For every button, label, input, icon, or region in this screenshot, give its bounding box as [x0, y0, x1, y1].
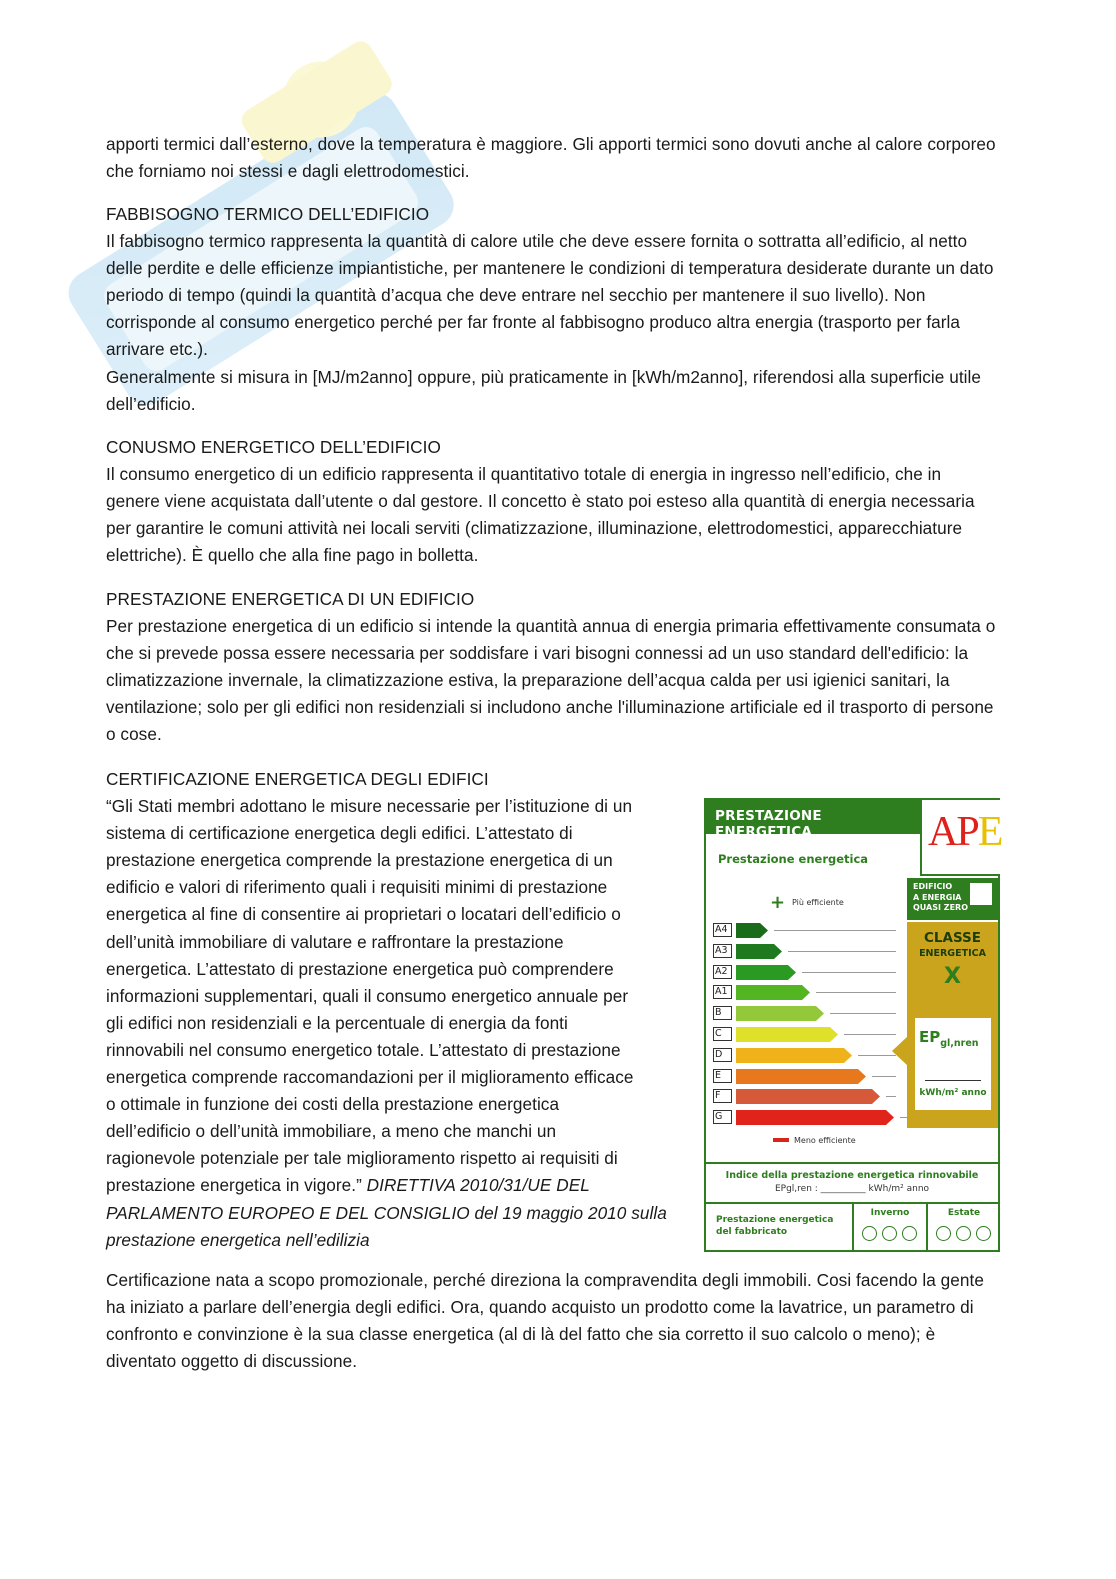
quote-line: o ottimale in funzione dei costi della prestazione energetica: [106, 1094, 560, 1115]
class-guide-line: [830, 1013, 896, 1014]
class-guide-line: [802, 972, 896, 973]
section-heading: CONUSMO ENERGETICO DELL’EDIFICIO: [106, 437, 441, 457]
section-certificazione: [106, 766, 706, 1254]
meno-efficiente: Meno efficiente: [794, 1136, 856, 1145]
quote-end: prestazione energetica in vigore.”: [106, 1175, 362, 1196]
classe-energetica-panel: [907, 922, 998, 1128]
renewable-title: Indice della prestazione energetica rinnovabile: [725, 1170, 979, 1181]
piu-efficiente: Più efficiente: [792, 898, 844, 907]
ep-label: [919, 1028, 979, 1049]
section-fabbisogno: [106, 201, 996, 418]
quote-line: prestazione energetica comprende la prestazione energetica di un: [106, 850, 613, 871]
citation-line: prestazione energetica nell’edilizia: [106, 1229, 370, 1250]
classe-subtitle: ENERGETICA: [919, 948, 986, 959]
class-guide-line: [844, 1034, 896, 1035]
section-paragraph: Il consumo energetico di un edificio rappresenta il quantitativo totale di energia in ingresso nell’edificio, che in genere viene acquistata dall’utente o dal gestore. Il concetto è stato poi esteso alla quantità di energia necessaria per garantire le comuni attività nei locali serviti (climatizzazione, illuminazione, elettrodomestici, apparecchiature elettriche). È quello che alla fine pago in bolletta.: [106, 464, 975, 566]
section-paragraph: Generalmente si misura in [MJ/m2anno] oppure, più praticamente in [kWh/m2anno], riferendosi alla superficie utile dell’edificio.: [106, 366, 981, 414]
class-label-b: B: [713, 1006, 732, 1020]
intro-paragraph: apporti termici dall’esterno, dove la temperatura è maggiore. Gli apporti termici sono dovuti anche al calore corporeo che forniamo noi stessi e dagli elettrodomestici.: [106, 134, 996, 182]
quote-line: energetica comprende raccomandazioni per il miglioramento efficace: [106, 1067, 634, 1088]
section-consumo: [106, 434, 996, 569]
quote-line: ragionevole potenziale per tale miglioramento rispetto ai requisiti di: [106, 1148, 618, 1169]
ep-value-line: [925, 1080, 981, 1081]
class-guide-line: [816, 992, 896, 993]
class-guide-line: [900, 1117, 910, 1118]
class-bar-e: [736, 1069, 866, 1084]
smiley-icon: [936, 1226, 951, 1241]
citation: DIRETTIVA 2010/31/UE DEL: [366, 1175, 590, 1196]
ape-logo-p: P: [956, 809, 978, 855]
class-label-a4: A4: [713, 923, 732, 937]
class-label-f: F: [713, 1089, 732, 1103]
inverno-label: Inverno: [870, 1208, 910, 1218]
ape-logo: [920, 800, 1000, 876]
inverno-cell: [852, 1204, 926, 1250]
class-pointer-icon: [892, 1036, 908, 1066]
quote-line: gli edifici non residenziali e la percentuale di energia da fonti: [106, 1012, 568, 1033]
class-label-a3: A3: [713, 944, 732, 958]
section-paragraph: Per prestazione energetica di un edificio si intende la quantità annua di energia primaria effettivamente consumata o che si prevede possa essere necessaria per soddisfare i vari bisogni connessi ad un uso standard dell'edificio: la climatizzazione invernale, la climatizzazione estiva, la preparazione dell’acqua calda per usi igienici sanitari, la ventilazione; solo per gli edifici non residenziali si includono anche l'illuminazione artificiale ed il trasporto di persone o cose.: [106, 616, 996, 745]
quote-line: informazioni supplementari, quali il consumo energetico annuale per: [106, 985, 629, 1006]
ape-subtitle: Prestazione energetica: [718, 852, 869, 866]
class-bar-a1: [736, 985, 810, 1000]
ape-logo-e: E: [977, 809, 1002, 855]
ape-header-bar: [706, 800, 920, 840]
class-guide-line: [886, 1096, 896, 1097]
section-heading: PRESTAZIONE ENERGETICA DI UN EDIFICIO: [106, 589, 475, 609]
ep-unit: kWh/m² anno: [919, 1088, 987, 1098]
citation-line: PARLAMENTO EUROPEO E DEL CONSIGLIO del 19 maggio 2010 sulla: [106, 1202, 667, 1223]
quote-line: edificio e valori di riferimento quali i requisiti minimi di prestazione: [106, 877, 608, 898]
smiley-icon: [976, 1226, 991, 1241]
quote-line: rinnovabili nel consumo energetico totale. L’attestato di prestazione: [106, 1039, 621, 1060]
class-label-e: E: [713, 1069, 732, 1083]
class-bar-a2: [736, 965, 796, 980]
section-prestazione: [106, 586, 996, 749]
quote-line: dell’unità immobiliare di valutare e raffrontare la prestazione: [106, 931, 564, 952]
classe-title: CLASSE: [923, 930, 982, 946]
class-bar-d: [736, 1048, 852, 1063]
quote-line: “Gli Stati membri adottano le misure necessarie per l’istituzione di un: [106, 796, 633, 817]
section-heading: CERTIFICAZIONE ENERGETICA DEGLI EDIFICI: [106, 769, 489, 789]
closing-paragraph: Certificazione nata a scopo promozionale, perché direziona la compravendita degli immobili. Cosi facendo la gente ha iniziato a parlare dell’energia degli edifici. Ora, quando acquisto un prodotto come la lavatrice, un parametro di confronto e convinzione è la sua classe energetica (al di là del fatto che sia corretto il suo calcolo o meno); è diventato oggetto di discussione.: [106, 1270, 984, 1372]
nzeb-box: [907, 878, 998, 920]
class-guide-line: [788, 951, 896, 952]
quote-line: [106, 1172, 706, 1199]
ep-box: [915, 1018, 991, 1110]
fabbricato-label: [716, 1214, 833, 1238]
ep-main: EP: [919, 1028, 941, 1046]
smiley-icon: [902, 1226, 917, 1241]
ape-logo-text: [928, 808, 1001, 856]
section-paragraph: Il fabbisogno termico rappresenta la quantità di calore utile che deve essere fornita o sottratta all’edificio, al netto delle perdite e delle efficienze impiantistiche, per mantenere le condizioni di temperatura desiderate durante un dato periodo di tempo (quindi la quantità d’acqua che deve entrare nel secchio per mantenere il suo livello). Non corrisponde al consumo energetico perché per far fronte al fabbisogno produco altra energia (trasporto per farla arrivare etc.).: [106, 231, 994, 360]
ape-energy-label: [704, 798, 1000, 1252]
class-guide-line: [774, 930, 896, 931]
estate-label: Estate: [947, 1208, 981, 1218]
nzeb-line: EDIFICIO: [913, 882, 953, 891]
ape-title: PRESTAZIONE ENERGETICA: [715, 808, 822, 840]
nzeb-checkbox: [969, 882, 993, 906]
smiley-icon: [956, 1226, 971, 1241]
class-label-a1: A1: [713, 985, 732, 999]
class-bar-a3: [736, 944, 782, 959]
estate-cell: [926, 1204, 1000, 1250]
fabbricato-line: del fabbricato: [716, 1227, 788, 1237]
class-guide-line: [858, 1055, 896, 1056]
class-bar-a4: [736, 923, 768, 938]
smiley-icon: [862, 1226, 877, 1241]
renewable-value: EPgl,ren : __________ kWh/m² anno: [774, 1184, 930, 1194]
class-bar-g: [736, 1110, 894, 1125]
nzeb-line: QUASI ZERO: [913, 903, 968, 912]
smiley-icon: [882, 1226, 897, 1241]
renewable-index: [706, 1162, 998, 1202]
ep-sub: gl,nren: [940, 1038, 979, 1049]
meno-dash-icon: [773, 1138, 789, 1142]
intro-block: [106, 131, 996, 185]
class-bar-b: [736, 1006, 824, 1021]
closing-block: [106, 1267, 996, 1375]
quote-line: energetica al fine di consentire ai proprietari o locatari dell’edificio o: [106, 904, 621, 925]
class-label-g: G: [713, 1110, 732, 1124]
class-label-d: D: [713, 1048, 732, 1062]
plus-icon: +: [770, 892, 786, 913]
fabbricato-row: [706, 1202, 998, 1252]
classe-value: X: [944, 964, 961, 989]
quote-line: dell’edificio o dell’unità immobiliare, a meno che manchi un: [106, 1121, 557, 1142]
nzeb-label: [913, 882, 968, 914]
class-guide-line: [872, 1076, 896, 1077]
section-heading: FABBISOGNO TERMICO DELL’EDIFICIO: [106, 204, 430, 224]
quote-line: energetica. L’attestato di prestazione energetica può comprendere: [106, 958, 614, 979]
quote-line: sistema di certificazione energetica degli edifici. L’attestato di: [106, 823, 573, 844]
class-label-c: C: [713, 1027, 732, 1041]
class-bar-c: [736, 1027, 838, 1042]
fabbricato-line: Prestazione energetica: [716, 1215, 834, 1225]
class-label-a2: A2: [713, 965, 732, 979]
ape-logo-a: A: [928, 809, 957, 855]
nzeb-line: A ENERGIA: [913, 892, 962, 902]
class-bar-f: [736, 1089, 880, 1104]
